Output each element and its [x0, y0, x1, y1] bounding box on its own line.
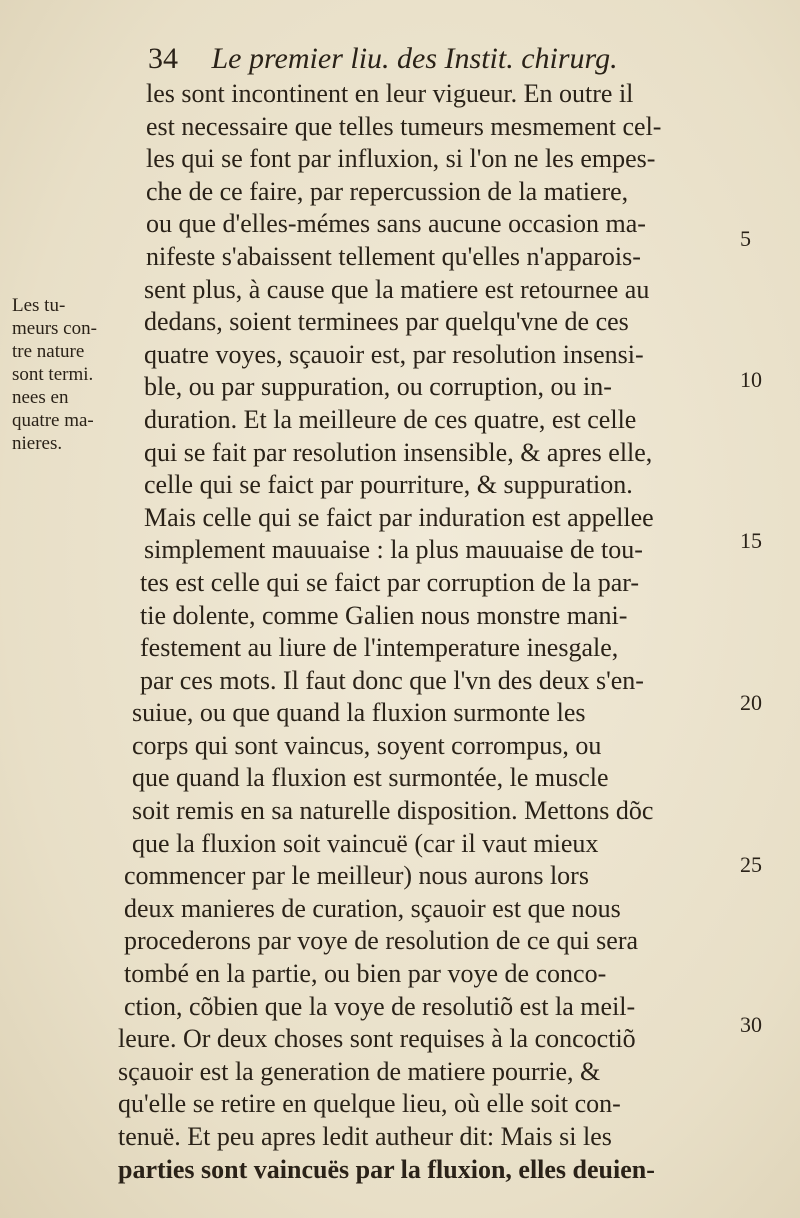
text-line: commencer par le meilleur) nous aurons lors: [124, 861, 589, 891]
text-line: procederons par voye de resolution de ce qui sera: [124, 926, 639, 956]
text-line: sçauoir est la generation de matiere pourrie, &: [118, 1056, 601, 1086]
text-line: tie dolente, comme Galien nous monstre mani-: [140, 600, 628, 630]
line-number: 10: [740, 367, 762, 392]
text-line: che de ce faire, par repercussion de la matiere,: [146, 176, 629, 206]
running-title: Le premier liu. des Instit. chirurg.: [211, 42, 618, 75]
text-line: qui se fait par resolution insensible, & apres elle,: [144, 437, 653, 467]
text-line: les qui se font par influxion, si l'on ne les empes-: [146, 144, 656, 174]
text-line: sent plus, à cause que la matiere est retournee au: [144, 274, 650, 304]
text-line: est necessaire que telles tumeurs mesmement cel-: [146, 111, 662, 141]
text-line: par ces mots. Il faut donc que l'vn des deux s'en-: [140, 665, 644, 695]
text-line: deux manieres de curation, sçauoir est que nous: [124, 893, 621, 923]
text-line: quatre voyes, sçauoir est, par resolution insensi-: [144, 339, 644, 369]
text-line: ou que d'elles-mémes sans aucune occasion ma-: [146, 209, 646, 239]
page-header: [148, 42, 708, 76]
text-line: festement au liure de l'intemperature inesgale,: [140, 633, 619, 663]
text-line: soit remis en sa naturelle disposition. Mettons dõc: [132, 796, 654, 826]
margin-note-line: meurs con-: [12, 318, 97, 339]
text-line: leure. Or deux choses sont requises à la concoctiõ: [118, 1024, 636, 1054]
text-line: les sont incontinent en leur vigueur. En outre il: [146, 79, 634, 108]
body-text: [118, 78, 738, 1186]
text-line: ble, ou par suppuration, ou corruption, ou in-: [144, 372, 612, 402]
margin-note-line: quatre ma-: [12, 410, 94, 431]
margin-note-line: Les tu-: [12, 295, 66, 316]
line-number: 5: [740, 226, 751, 251]
margin-note-line: nieres.: [12, 433, 63, 454]
line-number: 25: [740, 852, 762, 877]
line-number: 20: [740, 690, 762, 715]
text-line: suiue, ou que quand la fluxion surmonte les: [132, 698, 586, 728]
text-line: tombé en la partie, ou bien par voye de conco-: [124, 959, 607, 989]
text-line: simplement mauuaise : la plus mauuaise de tou-: [144, 535, 643, 565]
margin-note-line: nees en: [12, 387, 69, 408]
text-line: corps qui sont vaincus, soyent corrompus, ou: [132, 730, 602, 760]
text-line: ction, cõbien que la voye de resolutiõ est la meil-: [124, 991, 636, 1021]
margin-note: [12, 294, 132, 455]
line-number: 15: [740, 528, 762, 553]
line-number: 30: [740, 1012, 762, 1037]
margin-note-line: sont termi.: [12, 364, 94, 385]
text-line: celle qui se faict par pourriture, & suppuration.: [144, 470, 633, 500]
text-line: nifeste s'abaissent tellement qu'elles n'apparois-: [146, 241, 641, 271]
text-line: que la fluxion soit vaincuë (car il vaut mieux: [132, 828, 599, 858]
text-line: que quand la fluxion est surmontée, le muscle: [132, 763, 609, 793]
text-line: tes est celle qui se faict par corruption de la par-: [140, 567, 640, 597]
margin-note-line: tre nature: [12, 341, 85, 362]
text-line: duration. Et la meilleure de ces quatre, est celle: [144, 404, 637, 434]
text-line: parties sont vaincuës par la fluxion, elles deuien-: [118, 1154, 655, 1184]
text-line: qu'elle se retire en quelque lieu, où elle soit con-: [118, 1089, 621, 1119]
text-line: tenuë. Et peu apres ledit autheur dit: Mais si les: [118, 1122, 612, 1151]
text-line: Mais celle qui se faict par induration est appellee: [144, 502, 654, 532]
page-number: 34: [148, 42, 178, 75]
text-line: dedans, soient terminees par quelqu'vne de ces: [144, 307, 629, 337]
